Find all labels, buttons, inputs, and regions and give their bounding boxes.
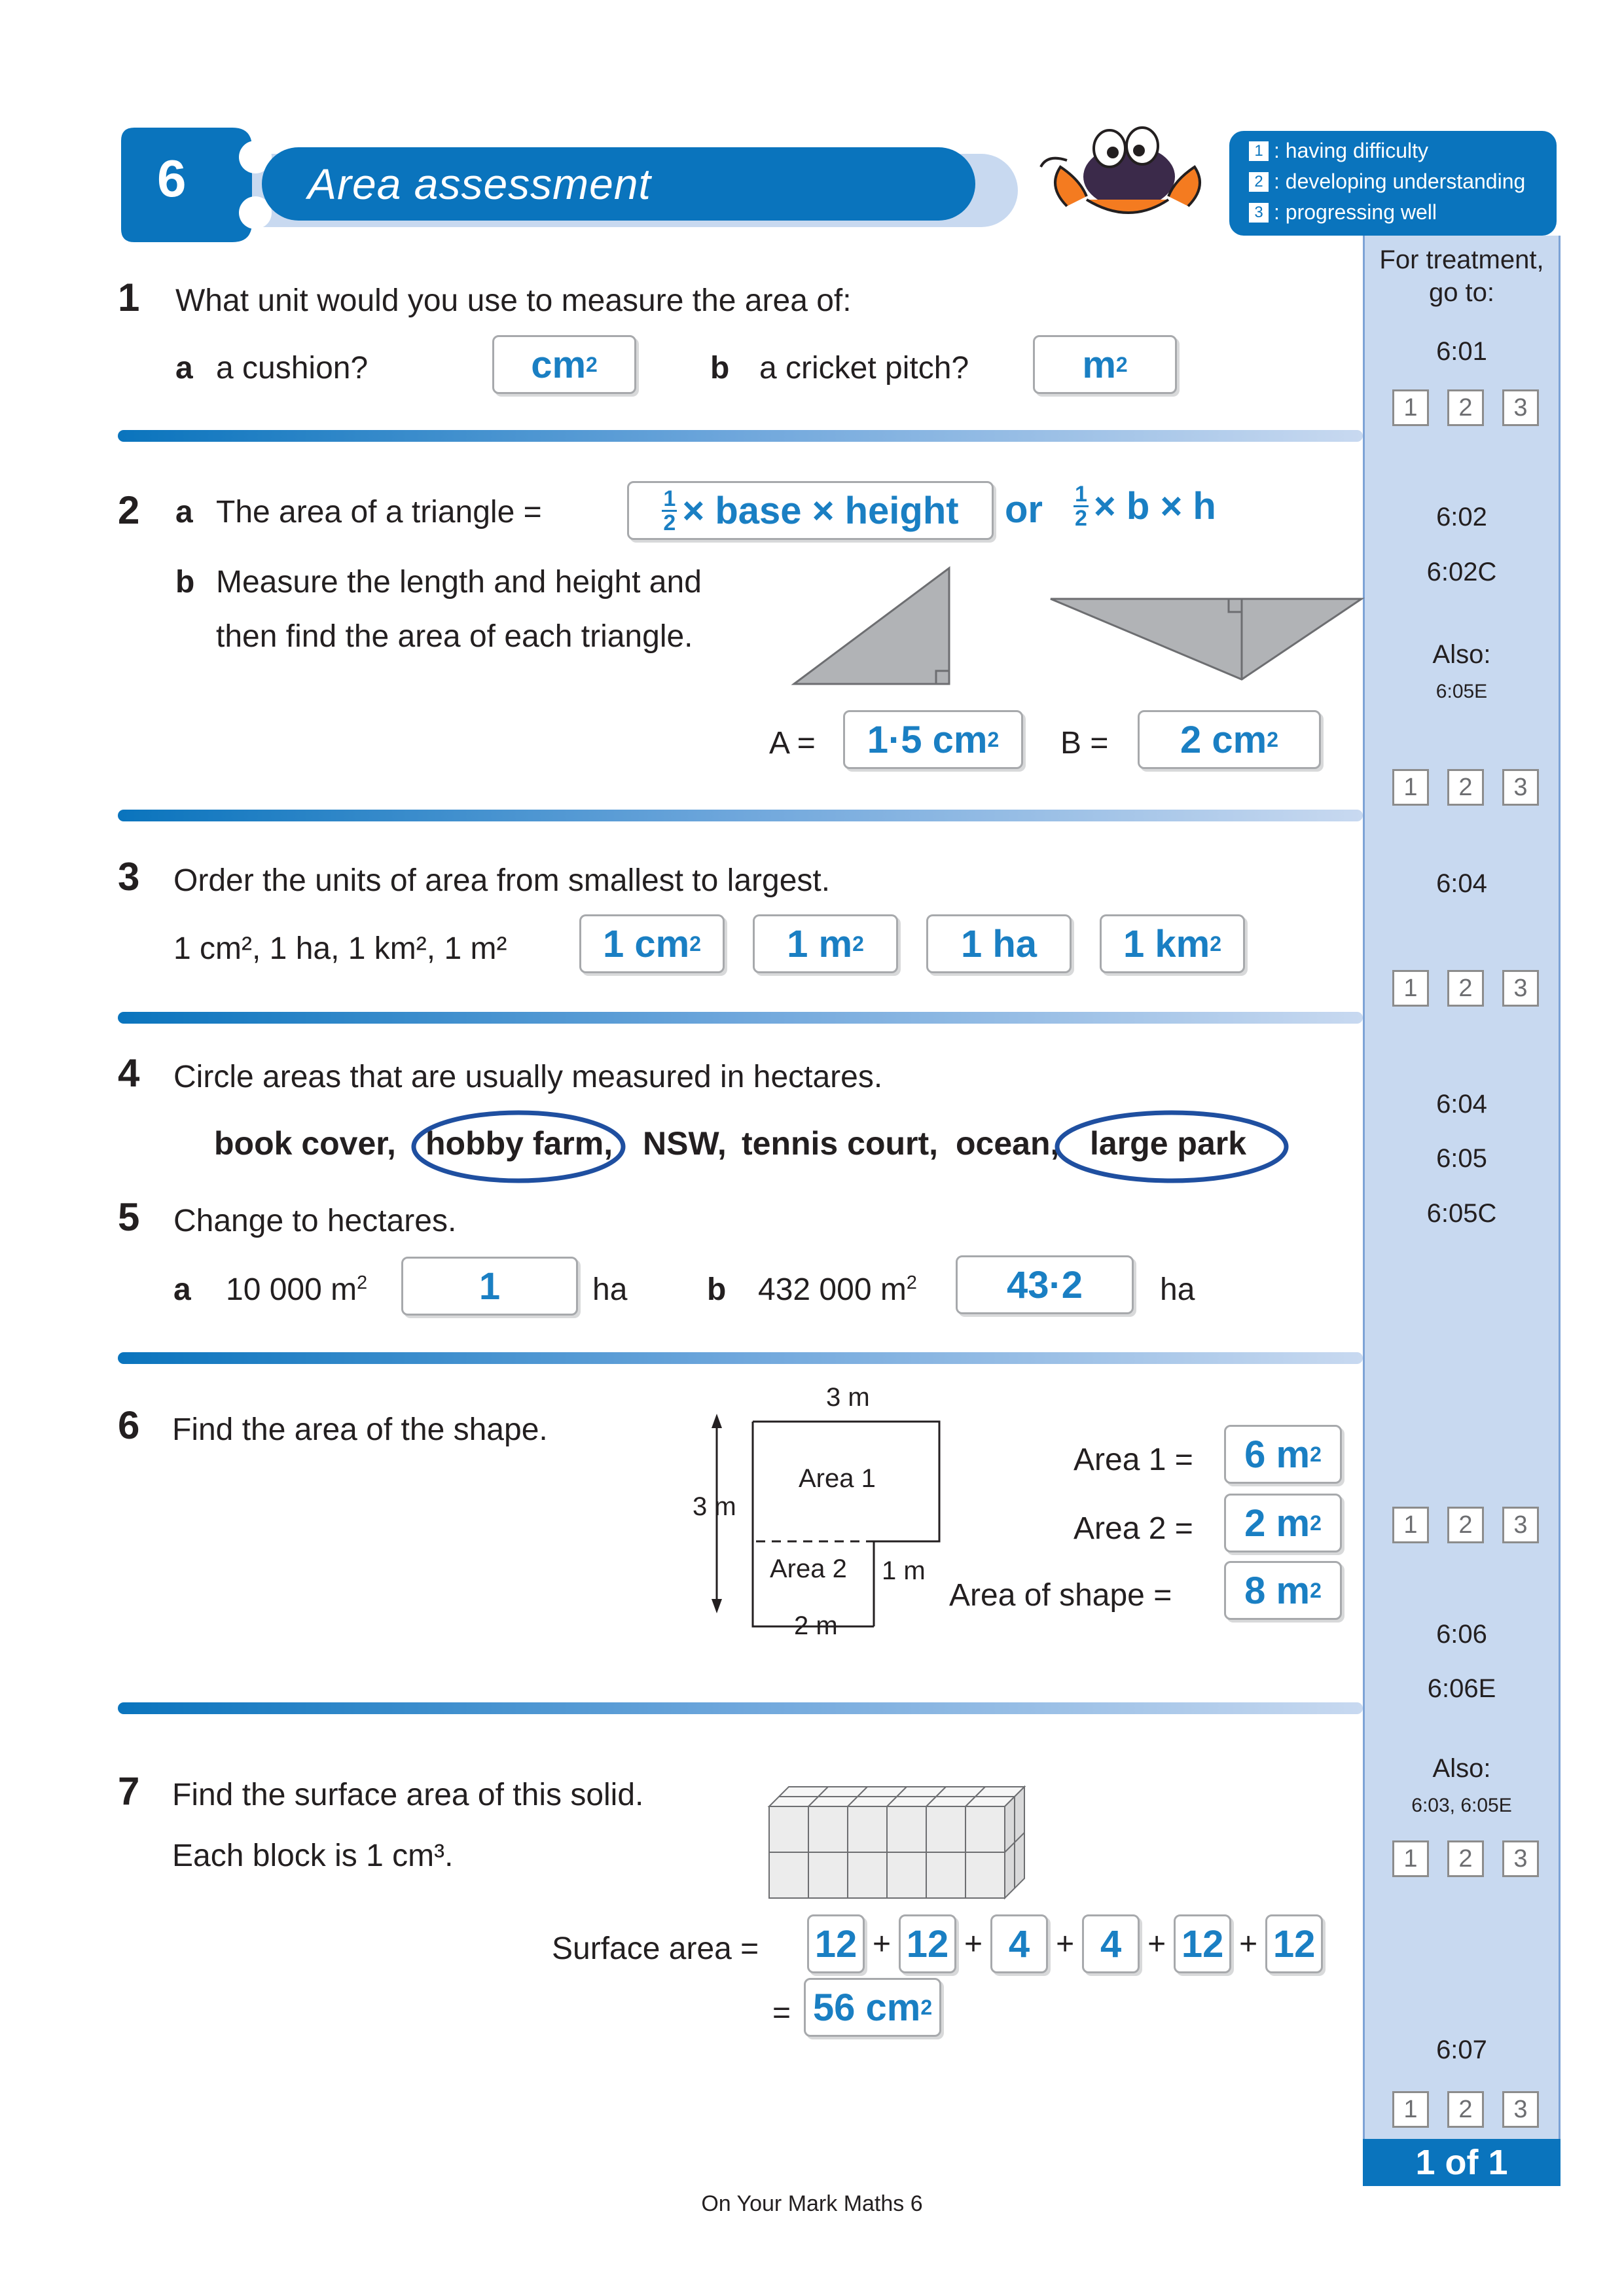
question-number: 2 — [118, 488, 140, 532]
page-count-badge: 1 of 1 — [1363, 2139, 1561, 2186]
plus-sign: + — [1239, 1926, 1258, 1962]
answer-value: 43·2 — [1006, 1263, 1083, 1306]
treatment-ref: 6:05 — [1436, 1144, 1487, 1173]
sidebar-heading-line2: go to: — [1428, 278, 1495, 307]
answer-box[interactable] — [956, 1255, 1134, 1314]
level-box-2[interactable]: 2 — [1447, 1840, 1484, 1877]
level-box-3[interactable]: 3 — [1502, 2091, 1539, 2128]
triangle-a-diagram — [789, 563, 985, 694]
answer-box[interactable]: 1 km 2 — [1100, 914, 1245, 973]
legend-label: : having difficulty — [1274, 139, 1428, 162]
area-label: Area 2 — [770, 1554, 847, 1583]
legend-label: : progressing well — [1274, 200, 1437, 224]
treatment-ref: 6:04 — [1436, 1090, 1487, 1119]
question-number: 4 — [118, 1051, 140, 1095]
answer-box[interactable]: 1 ha — [926, 914, 1072, 973]
section-divider — [118, 1702, 1363, 1714]
option-item[interactable]: book cover, — [214, 1125, 396, 1162]
or-text: or — [1005, 488, 1043, 531]
answer-label: A = — [769, 726, 816, 761]
also-ref: 6:05E — [1435, 681, 1488, 702]
given-value: 10 000 $m^2$ — [226, 1272, 368, 1307]
level-box-2[interactable]: 2 — [1447, 2091, 1484, 2128]
legend-row — [1249, 200, 1525, 224]
treatment-ref: 6:04 — [1436, 869, 1487, 898]
level-selector — [1392, 2091, 1539, 2128]
answer-box[interactable]: 4 — [990, 1914, 1048, 1973]
level-selector — [1392, 1840, 1539, 1877]
treatment-ref: 6:02C — [1426, 558, 1497, 586]
answer-box[interactable]: 1 m 2 — [753, 914, 898, 973]
dimension-label: 2 m — [794, 1611, 838, 1640]
question-text: Circle areas that are usually measured in hectares. — [173, 1060, 883, 1094]
treatment-sidebar — [1363, 236, 1561, 2186]
level-box-1[interactable]: 1 — [1392, 389, 1429, 426]
short-formula: $\frac{1}{2}$ × b × h — [1075, 482, 1216, 531]
level-box-2[interactable]: 2 — [1447, 389, 1484, 426]
legend-row — [1249, 170, 1525, 194]
level-box-3[interactable]: 3 — [1502, 1507, 1539, 1543]
option-item-circled[interactable]: large park — [1090, 1125, 1247, 1162]
level-box-1[interactable]: 1 — [1392, 769, 1429, 806]
level-box-1[interactable]: 1 — [1392, 1507, 1429, 1543]
question-text: What unit would you use to measure the area of: — [175, 283, 852, 318]
treatment-ref: 6:01 — [1436, 337, 1487, 366]
fraction: $\frac{1}{2}$ — [663, 486, 676, 535]
part-text: Measure the length and height and — [216, 565, 702, 600]
difficulty-legend — [1229, 131, 1557, 236]
part-label: a — [173, 1272, 191, 1307]
level-box-2[interactable]: 2 — [1447, 769, 1484, 806]
option-item-circled[interactable]: hobby farm, — [425, 1125, 613, 1162]
level-selector — [1392, 389, 1539, 426]
composite-shape-diagram — [700, 1407, 975, 1630]
fraction: $\frac{1}{2}$ — [1075, 482, 1087, 531]
answer-box[interactable]: 12 — [1265, 1914, 1323, 1973]
level-box-1[interactable]: 1 — [1392, 1840, 1429, 1877]
answer-box[interactable]: 12 — [1174, 1914, 1231, 1973]
section-divider — [118, 1352, 1363, 1364]
question-text: Find the area of the shape. — [172, 1412, 548, 1447]
part-label: b — [175, 565, 195, 600]
part-label: a — [175, 495, 193, 529]
answer-box[interactable]: 4 — [1082, 1914, 1140, 1973]
part-text: a cushion? — [216, 351, 369, 386]
level-selector — [1392, 769, 1539, 806]
answer-exponent: 2 — [586, 352, 598, 376]
level-selector — [1392, 970, 1539, 1007]
surface-area-label: Surface area = — [552, 1931, 759, 1966]
legend-label: : developing understanding — [1274, 170, 1526, 193]
section-divider — [118, 1012, 1363, 1024]
sidebar-heading-line1: For treatment, — [1379, 245, 1544, 274]
answer-box[interactable] — [1033, 335, 1177, 394]
question-text: Order the units of area from smallest to largest. — [173, 863, 831, 898]
answer-box[interactable]: 2 m 2 — [1224, 1494, 1342, 1552]
level-box-3[interactable]: 3 — [1502, 970, 1539, 1007]
question-text: Change to hectares. — [173, 1204, 457, 1238]
answer-exponent: 2 — [1267, 727, 1278, 751]
option-item[interactable]: NSW, — [643, 1125, 727, 1162]
section-divider — [118, 810, 1363, 821]
level-box-2[interactable]: 2 — [1447, 970, 1484, 1007]
block-solid-diagram — [766, 1780, 1028, 1911]
answer-box[interactable]: 12 — [807, 1914, 865, 1973]
answer-circle-marks — [393, 1106, 1309, 1191]
crab-mascot-icon — [1028, 115, 1224, 245]
plus-sign: + — [964, 1926, 983, 1962]
level-box-3[interactable]: 3 — [1502, 1840, 1539, 1877]
treatment-ref: 6:05C — [1426, 1199, 1497, 1228]
unit-label: ha — [592, 1272, 628, 1307]
part-label: b — [710, 351, 730, 386]
unit-label: ha — [1160, 1272, 1195, 1307]
answer-label: Area 2 = — [1074, 1511, 1193, 1546]
section-divider — [118, 430, 1363, 442]
also-label: Also: — [1432, 640, 1491, 669]
answer-value: 2 cm — [1180, 718, 1267, 761]
answer-box[interactable]: 8 m 2 — [1224, 1561, 1342, 1620]
question-number: 5 — [118, 1195, 140, 1239]
treatment-ref: 6:06 — [1436, 1620, 1487, 1649]
dimension-label: 1 m — [882, 1556, 926, 1585]
treatment-ref: 6:07 — [1436, 2036, 1487, 2064]
answer-box[interactable] — [492, 335, 636, 394]
given-value: 432 000 $m^2$ — [758, 1272, 917, 1307]
area-label: Area 1 — [799, 1464, 876, 1493]
answer-label: Area 1 = — [1074, 1443, 1193, 1477]
option-item[interactable]: ocean, — [956, 1125, 1060, 1162]
part-label: b — [707, 1272, 727, 1307]
dimension-label: 3 m — [693, 1492, 736, 1521]
answer-exponent: 2 — [987, 727, 1000, 751]
question-number: 7 — [118, 1769, 140, 1813]
level-selector — [1392, 1507, 1539, 1543]
given-units: 1 cm², 1 ha, 1 km², 1 m² — [173, 931, 507, 966]
question-text: Each block is 1 cm³. — [172, 1839, 454, 1873]
answer-value: 1 — [478, 1265, 501, 1308]
legend-level-box: 2 — [1249, 172, 1269, 192]
level-box-2[interactable]: 2 — [1447, 1507, 1484, 1543]
question-number: 1 — [118, 276, 140, 319]
part-text: a cricket pitch? — [759, 351, 969, 386]
answer-box[interactable] — [401, 1257, 578, 1316]
plus-sign: + — [1147, 1926, 1166, 1962]
answer-value: 1·5 cm — [867, 718, 988, 761]
question-number: 3 — [118, 855, 140, 899]
legend-level-box: 3 — [1249, 203, 1269, 223]
question-text: Find the surface area of this solid. — [172, 1778, 644, 1812]
legend-row — [1249, 139, 1525, 163]
answer-label: B = — [1060, 726, 1109, 761]
answer-box[interactable]: 1 cm 2 — [579, 914, 725, 973]
triangle-b-diagram — [1047, 596, 1375, 694]
plus-sign: + — [1056, 1926, 1075, 1962]
answer-box[interactable]: 12 — [899, 1914, 956, 1973]
answer-value: × base × height — [682, 489, 959, 532]
answer-box[interactable]: 6 m 2 — [1224, 1425, 1342, 1484]
footer-text: On Your Mark Maths 6 — [701, 2191, 923, 2216]
answer-box[interactable] — [843, 710, 1023, 769]
level-box-1[interactable]: 1 — [1392, 970, 1429, 1007]
treatment-ref: 6:02 — [1436, 503, 1487, 531]
surface-area-terms — [807, 1914, 1323, 1973]
answer-exponent: 2 — [1115, 352, 1128, 376]
answer-label: Area of shape = — [949, 1578, 1172, 1613]
answer-value: m — [1082, 343, 1116, 386]
part-text: The area of a triangle = — [216, 495, 542, 529]
answer-box[interactable] — [1138, 710, 1321, 769]
question-number: 6 — [118, 1403, 140, 1447]
answer-value: cm — [531, 343, 586, 386]
area-options-list — [214, 1124, 396, 1162]
also-label: Also: — [1432, 1754, 1491, 1783]
legend-level-box: 1 — [1249, 141, 1269, 161]
answer-box[interactable] — [627, 481, 994, 540]
plus-sign: + — [873, 1926, 892, 1962]
level-box-3[interactable]: 3 — [1502, 769, 1539, 806]
treatment-ref: 6:06E — [1427, 1674, 1496, 1703]
level-box-3[interactable]: 3 — [1502, 389, 1539, 426]
dimension-label: 3 m — [826, 1383, 870, 1412]
part-text: then find the area of each triangle. — [216, 619, 693, 654]
part-label: a — [175, 351, 193, 386]
option-item[interactable]: tennis court, — [742, 1125, 939, 1162]
answer-box[interactable]: 56 cm 2 — [804, 1978, 941, 2037]
level-box-1[interactable]: 1 — [1392, 2091, 1429, 2128]
page-title: Area assessment — [308, 160, 651, 208]
also-ref: 6:03, 6:05E — [1411, 1795, 1512, 1816]
equals-sign: = — [772, 1996, 791, 2030]
unit-number: 6 — [157, 149, 187, 207]
